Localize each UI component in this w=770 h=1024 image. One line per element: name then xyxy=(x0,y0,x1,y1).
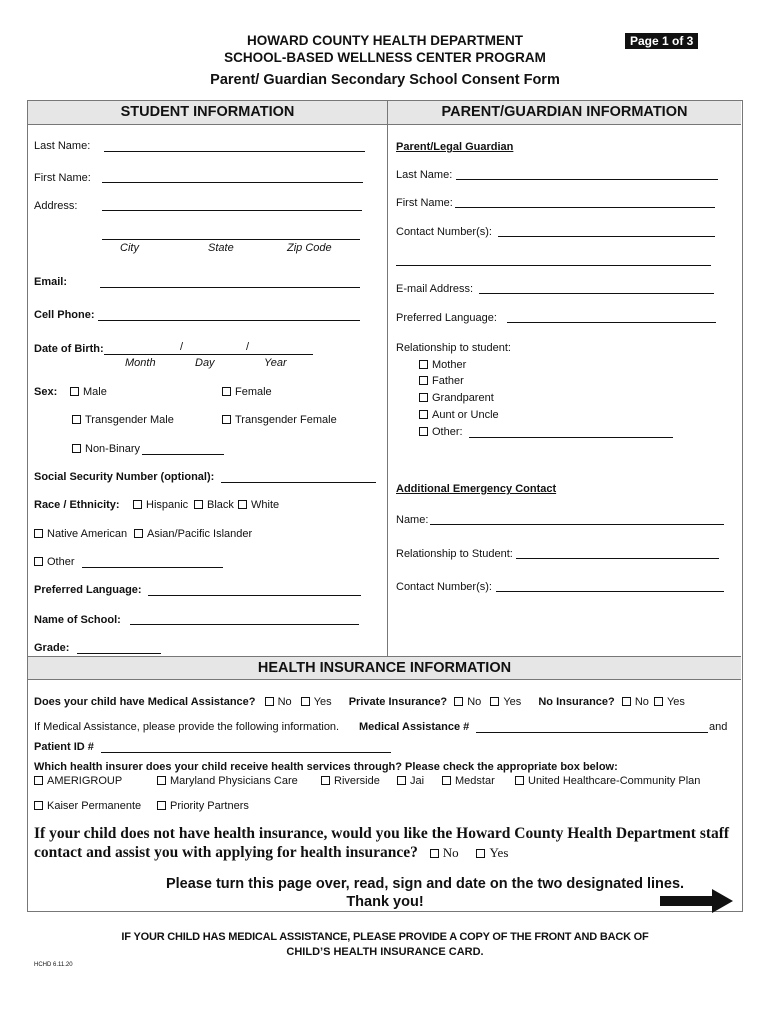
assist-question-line2: contact and assist you with applying for health insurance? No Yes xyxy=(34,844,509,861)
race-asian-option[interactable]: Asian/Pacific Islander xyxy=(134,528,252,540)
emergency-contact-label: Contact Number(s): xyxy=(396,581,492,593)
student-email-label: Email: xyxy=(34,276,68,288)
student-heading: STUDENT INFORMATION xyxy=(28,101,387,125)
student-language-label: Preferred Language: xyxy=(34,584,142,596)
parent-language-field[interactable] xyxy=(507,322,716,323)
private-no-option[interactable]: No xyxy=(454,696,481,708)
page-badge: Page 1 of 3 xyxy=(625,33,698,49)
relationship-grandparent-option[interactable]: Grandparent xyxy=(419,392,494,404)
student-address-line2-field[interactable] xyxy=(102,239,360,240)
checkbox-icon xyxy=(194,500,203,509)
school-label: Name of School: xyxy=(34,614,121,626)
medical-assistance-notice-line2: CHILD’S HEALTH INSURANCE CARD. xyxy=(286,946,484,958)
emergency-contact-heading: Additional Emergency Contact xyxy=(396,483,557,495)
right-arrow-icon xyxy=(660,888,734,914)
relationship-other-field[interactable] xyxy=(469,437,673,438)
ssn-label: Social Security Number (optional): xyxy=(34,471,215,483)
student-email-field[interactable] xyxy=(100,287,360,288)
student-last-name-field[interactable] xyxy=(104,151,365,152)
ma-no-option[interactable]: No xyxy=(265,696,292,708)
checkbox-icon xyxy=(419,393,428,402)
ssn-field[interactable] xyxy=(221,482,376,483)
dob-label: Date of Birth: xyxy=(34,343,104,355)
ma-and-text: and xyxy=(709,721,728,733)
ma-number-label: Medical Assistance # xyxy=(359,721,470,733)
dob-slash-2: / xyxy=(246,341,250,353)
emergency-name-label: Name: xyxy=(396,514,429,526)
checkbox-icon xyxy=(397,776,406,785)
cell-phone-field[interactable] xyxy=(98,320,360,321)
checkbox-icon xyxy=(72,415,81,424)
checkbox-icon xyxy=(419,410,428,419)
checkbox-icon xyxy=(134,529,143,538)
student-last-name-label: Last Name: xyxy=(34,140,91,152)
no-insurance-question: No Insurance? xyxy=(538,696,615,708)
insurance-question-row xyxy=(34,696,685,708)
zip-caption: Zip Code xyxy=(287,242,332,254)
checkbox-icon xyxy=(34,557,43,566)
parent-last-name-field[interactable] xyxy=(456,179,718,180)
sex-trans-male-option[interactable]: Transgender Male xyxy=(72,414,174,426)
month-caption: Month xyxy=(125,357,156,369)
checkbox-icon xyxy=(70,387,79,396)
dob-slash-1: / xyxy=(180,341,184,353)
none-yes-option[interactable]: Yes xyxy=(654,696,685,708)
program-name: SCHOOL-BASED WELLNESS CENTER PROGRAM xyxy=(224,50,546,65)
checkbox-icon xyxy=(34,801,43,810)
checkbox-icon xyxy=(157,776,166,785)
sex-male-option[interactable]: Male xyxy=(70,386,107,398)
none-no-option[interactable]: No xyxy=(622,696,649,708)
emergency-name-field[interactable] xyxy=(430,524,724,525)
checkbox-icon xyxy=(419,427,428,436)
student-first-name-field[interactable] xyxy=(102,182,363,183)
relationship-aunt-uncle-option[interactable]: Aunt or Uncle xyxy=(419,409,499,421)
checkbox-icon xyxy=(265,697,274,706)
parent-contact-field[interactable] xyxy=(498,236,715,237)
race-label: Race / Ethnicity: xyxy=(34,499,120,511)
checkbox-icon xyxy=(72,444,81,453)
student-address-label: Address: xyxy=(34,200,78,212)
insurer-medstar-option[interactable]: Medstar xyxy=(442,775,495,787)
insurer-maryland-physicians-option[interactable]: Maryland Physicians Care xyxy=(157,775,298,787)
parent-email-field[interactable] xyxy=(479,293,714,294)
parent-last-name-label: Last Name: xyxy=(396,169,453,181)
race-black-option[interactable]: Black xyxy=(194,499,234,511)
checkbox-icon xyxy=(654,697,663,706)
checkbox-icon xyxy=(442,776,451,785)
parent-heading: PARENT/GUARDIAN INFORMATION xyxy=(388,101,741,125)
ma-number-field[interactable] xyxy=(476,732,708,733)
relationship-label: Relationship to student: xyxy=(396,342,511,354)
ma-question: Does your child have Medical Assistance? xyxy=(34,696,256,708)
sex-trans-female-option[interactable]: Transgender Female xyxy=(222,414,337,426)
insurer-riverside-option[interactable]: Riverside xyxy=(321,775,380,787)
relationship-father-option[interactable]: Father xyxy=(419,375,464,387)
checkbox-icon xyxy=(133,500,142,509)
race-other-field[interactable] xyxy=(82,567,223,568)
insurer-amerigroup-option[interactable]: AMERIGROUP xyxy=(34,775,122,787)
insurance-heading: HEALTH INSURANCE INFORMATION xyxy=(28,656,741,680)
student-language-field[interactable] xyxy=(148,595,361,596)
insurer-question: Which health insurer does your child receive health services through? Please check the appropriate box below: xyxy=(34,761,618,773)
dept-name: HOWARD COUNTY HEALTH DEPARTMENT xyxy=(247,33,523,48)
emergency-relationship-field[interactable] xyxy=(516,558,719,559)
parent-first-name-label: First Name: xyxy=(396,197,453,209)
day-caption: Day xyxy=(195,357,215,369)
form-title: Parent/ Guardian Secondary School Consent Form xyxy=(210,72,560,88)
patient-id-field[interactable] xyxy=(101,752,391,753)
thank-you-text: Thank you! xyxy=(346,894,424,910)
dob-field[interactable] xyxy=(104,354,313,355)
private-question: Private Insurance? xyxy=(348,696,448,708)
checkbox-icon xyxy=(490,697,499,706)
legal-guardian-heading: Parent/Legal Guardian xyxy=(396,141,514,153)
city-caption: City xyxy=(120,242,139,254)
checkbox-icon xyxy=(34,776,43,785)
ma-yes-option[interactable]: Yes xyxy=(301,696,332,708)
relationship-mother-option[interactable]: Mother xyxy=(419,359,466,371)
assist-no-option[interactable]: No xyxy=(430,845,459,860)
column-divider xyxy=(387,101,388,656)
student-first-name-label: First Name: xyxy=(34,172,91,184)
checkbox-icon xyxy=(238,500,247,509)
race-white-option[interactable]: White xyxy=(238,499,279,511)
cell-phone-label: Cell Phone: xyxy=(34,309,95,321)
private-yes-option[interactable]: Yes xyxy=(490,696,521,708)
assist-yes-option[interactable]: Yes xyxy=(476,845,508,860)
race-native-option[interactable]: Native American xyxy=(34,528,127,540)
checkbox-icon xyxy=(476,849,485,858)
checkbox-icon xyxy=(321,776,330,785)
nonbinary-field[interactable] xyxy=(142,454,224,455)
sex-label: Sex: xyxy=(34,386,58,398)
relationship-other-option[interactable]: Other: xyxy=(419,426,463,438)
assist-question-line1: If your child does not have health insurance, would you like the Howard County Health Department staff xyxy=(34,825,730,842)
insurer-priority-option[interactable]: Priority Partners xyxy=(157,800,249,812)
form-code: HCHD 6.11.20 xyxy=(34,962,73,968)
checkbox-icon xyxy=(157,801,166,810)
emergency-relationship-label: Relationship to Student: xyxy=(396,548,513,560)
state-caption: State xyxy=(208,242,234,254)
student-address-field[interactable] xyxy=(102,210,362,211)
school-field[interactable] xyxy=(130,624,359,625)
checkbox-icon xyxy=(222,415,231,424)
checkbox-icon xyxy=(430,849,439,858)
insurer-kaiser-option[interactable]: Kaiser Permanente xyxy=(34,800,141,812)
patient-id-label: Patient ID # xyxy=(34,741,94,753)
checkbox-icon xyxy=(222,387,231,396)
checkbox-icon xyxy=(454,697,463,706)
checkbox-icon xyxy=(515,776,524,785)
sex-nonbinary-option[interactable]: Non-Binary xyxy=(72,443,140,455)
checkbox-icon xyxy=(301,697,310,706)
parent-language-label: Preferred Language: xyxy=(396,312,497,324)
turn-page-instruction: Please turn this page over, read, sign and date on the two designated lines. xyxy=(165,876,685,892)
race-hispanic-option[interactable]: Hispanic xyxy=(133,499,188,511)
checkbox-icon xyxy=(34,529,43,538)
emergency-contact-field[interactable] xyxy=(496,591,724,592)
parent-email-label: E-mail Address: xyxy=(396,283,474,295)
grade-label: Grade: xyxy=(34,642,70,654)
grade-field[interactable] xyxy=(77,653,161,654)
ma-info-text: If Medical Assistance, please provide the following information. xyxy=(34,721,340,733)
sex-female-option[interactable]: Female xyxy=(222,386,272,398)
race-other-option[interactable]: Other xyxy=(34,556,75,568)
checkbox-icon xyxy=(419,376,428,385)
checkbox-icon xyxy=(419,360,428,369)
parent-contact-field-2[interactable] xyxy=(396,265,711,266)
insurer-united-option[interactable]: United Healthcare-Community Plan xyxy=(515,775,700,787)
parent-contact-label: Contact Number(s): xyxy=(396,226,492,238)
parent-first-name-field[interactable] xyxy=(455,207,715,208)
checkbox-icon xyxy=(622,697,631,706)
insurer-jai-option[interactable]: Jai xyxy=(397,775,424,787)
medical-assistance-notice-line1: IF YOUR CHILD HAS MEDICAL ASSISTANCE, PLEASE PROVIDE A COPY OF THE FRONT AND BACK OF xyxy=(121,931,649,943)
year-caption: Year xyxy=(264,357,287,369)
